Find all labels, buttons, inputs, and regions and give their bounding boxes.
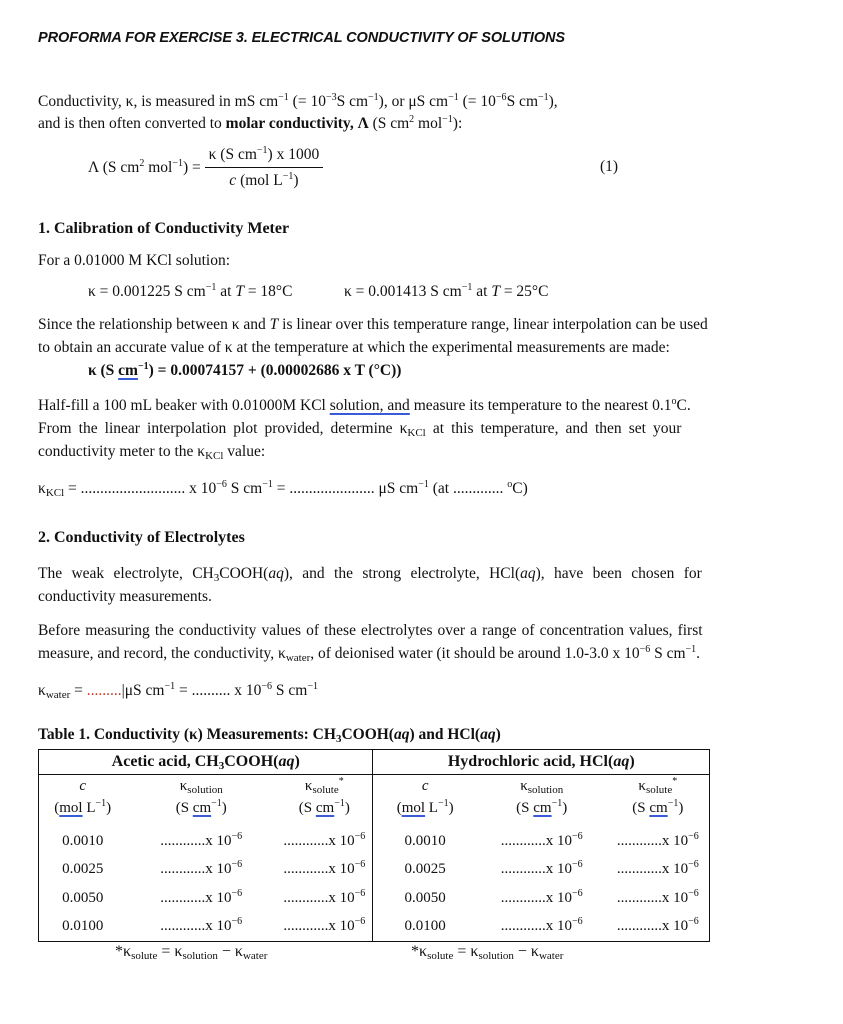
conductivity-table [38,749,710,942]
intro-line-1: Conductivity, κ, is measured in mS $cm^{-1}$ (= $10^{-3}S$ $cm^{-1}$), or μS $cm^{-1}$ (= $10^{-6}S$ $cm^{-1}$), [38,92,558,110]
table-row [39,827,710,856]
kappa-18c: κ = 0.001225 S $cm^{-1}$ at T = 18°C [88,282,293,300]
proforma-title: PROFORMA FOR EXERCISE 3. ELECTRICAL CONDUCTIVITY OF SOLUTIONS [38,30,565,46]
table-row [39,913,710,942]
concentration-cell: 0.0025 [39,856,127,885]
col-header-kappa-solution: $\kappa_{solution}$ (S $cm^{-1}$) [175,778,227,816]
kappa-solution-blank[interactable]: ............x $10^{-6}$ [477,913,607,942]
kappa-solution-blank[interactable]: ............x $10^{-6}$ [160,887,243,906]
footnote-acetic: $*\kappa_{solute} = \kappa_{solution} - \kappa_{water}$ [115,943,268,962]
half-fill-line-2: From the linear interpolation plot provided, determine $\kappa_{KCl}$ at this temperature, and then set your [38,420,682,439]
kappa-solution-blank[interactable]: ............x $10^{-6}$ [126,913,276,942]
before-measuring-line-1: Before measuring the conductivity values of these electrolytes over a range of concentration values, first [38,622,703,639]
concentration-cell: 0.0050 [39,884,127,913]
since-line-2: to obtain an accurate value of κ at the temperature at which the experimental measurements are made: [38,339,670,356]
section-1-title: 1. Calibration of Conductivity Meter [38,220,290,237]
concentration-cell: 0.0025 [404,861,446,878]
kappa-solution-blank[interactable]: ............x $10^{-6}$ [160,859,243,878]
acetic-acid-header: Acetic acid, $CH_3COOH(aq)$ [39,750,373,775]
hydrochloric-acid-header: Hydrochloric acid, HCl(aq) [373,750,710,775]
kappa-solute-blank[interactable]: ............x $10^{-6}$ [276,856,373,885]
col-header-kappa-solute: $\kappa_{solute}^*$ (S $cm^{-1}$) [276,775,373,828]
kappa-solution-blank[interactable]: ............x $10^{-6}$ [160,830,243,849]
kcl-line: For a 0.01000 M KCl solution: [38,252,231,269]
kappa-25c: κ = 0.001413 S $cm^{-1}$ at T = 25°C [344,282,549,300]
molar-conductivity-equation: Λ (S $cm^2$ mol$^{-1}$) = $\frac{\kappa (S cm^{-1}) x 1000}{c (mol L^{-1})}$ [88,144,323,192]
concentration-cell: 0.0010 [404,832,446,849]
concentration-cell: 0.0050 [404,889,446,906]
weak-electrolyte-line-1: The weak electrolyte, $CH_3COOH(aq)$, and the strong electrolyte, HCl(aq), have been chosen for [38,565,702,584]
table-row [39,856,710,885]
kappa-solute-blank[interactable]: ............x $10^{-6}$ [607,856,710,885]
equation-number: (1) [600,158,619,175]
half-fill-line-3: conductivity meter to the $\kappa_{KCl}$ value: [38,443,266,462]
table-row [39,884,710,913]
concentration-cell: 0.0100 [39,913,127,942]
equation-fraction: $\frac{\kappa (S cm^{-1}) x 1000}{c (mol L^{-1})}$ [205,144,324,192]
section-2-title: 2. Conductivity of Electrolytes [38,529,245,546]
kappa-solute-blank[interactable]: ............x $10^{-6}$ [607,913,710,942]
kappa-solute-blank[interactable]: ............x $10^{-6}$ [276,827,373,856]
concentration-cell: 0.0010 [39,827,127,856]
kappa-solution-blank[interactable]: ............x $10^{-6}$ [500,859,583,878]
kcl-fill-in-line[interactable]: $\kappa_{KCl}$ = ........................... x $10^{-6}$ S $cm^{-1}$ = ...................... μS $cm^{-1}$ (at ............. $^o$C) [38,479,528,499]
kappa-solute-blank[interactable]: ............x $10^{-6}$ [607,884,710,913]
weak-electrolyte-line-2: conductivity measurements. [38,588,212,605]
kappa-solute-blank[interactable]: ............x $10^{-6}$ [276,884,373,913]
col-header-c: c (mol $L^{-1}$) [39,775,127,828]
col-header-c-hcl: c (mol $L^{-1}$) [396,778,454,816]
intro-line-2: and is then often converted to molar conductivity, Λ (S $cm^2$ mol$^{-1}$): [38,114,463,132]
kappa-solution-blank[interactable]: ............x $10^{-6}$ [500,830,583,849]
interpolation-formula: κ (S $cm^{-1}) = 0.00074157 + (0.00002686$ x T (°C)) [88,361,402,379]
footnote-hcl: $*\kappa_{solute} = \kappa_{solution} - \kappa_{water}$ [411,943,564,962]
col-header-kappa-solution-hcl: $\kappa_{solution}$ (S $cm^{-1}$) [516,778,568,816]
water-fill-in-line[interactable]: $\kappa_{water} = .........|\mu S$ $cm^{-1}$ = .......... x $10^{-6}$ S $cm^{-1}$ [38,681,318,701]
before-measuring-line-2: measure, and record, the conductivity, $\kappa_{water}$, of deionised water (it should be around 1.0-3.0 x $10^{-6}$ S $cm^{-1}$. [38,644,701,664]
kappa-solution-blank[interactable]: ............x $10^{-6}$ [500,887,583,906]
kappa-solute-blank[interactable]: ............x $10^{-6}$ [607,827,710,856]
table-caption: Table 1. Conductivity (κ) Measurements: $CH_3COOH(aq)$ and HCl(aq) [38,726,501,745]
since-line-1: Since the relationship between κ and T is linear over this temperature range, linear interpolation can be used [38,316,708,333]
concentration-cell: 0.0100 [373,913,477,942]
half-fill-line-1: Half-fill a 100 mL beaker with 0.01000M KCl solution, and measure its temperature to the nearest 0.1$^o$C. [38,396,691,414]
kappa-solute-blank[interactable]: ............x $10^{-6}$ [276,913,373,942]
col-header-kappa-solute-hcl: $\kappa_{solute}^*$ (S $cm^{-1}$) [607,775,710,828]
